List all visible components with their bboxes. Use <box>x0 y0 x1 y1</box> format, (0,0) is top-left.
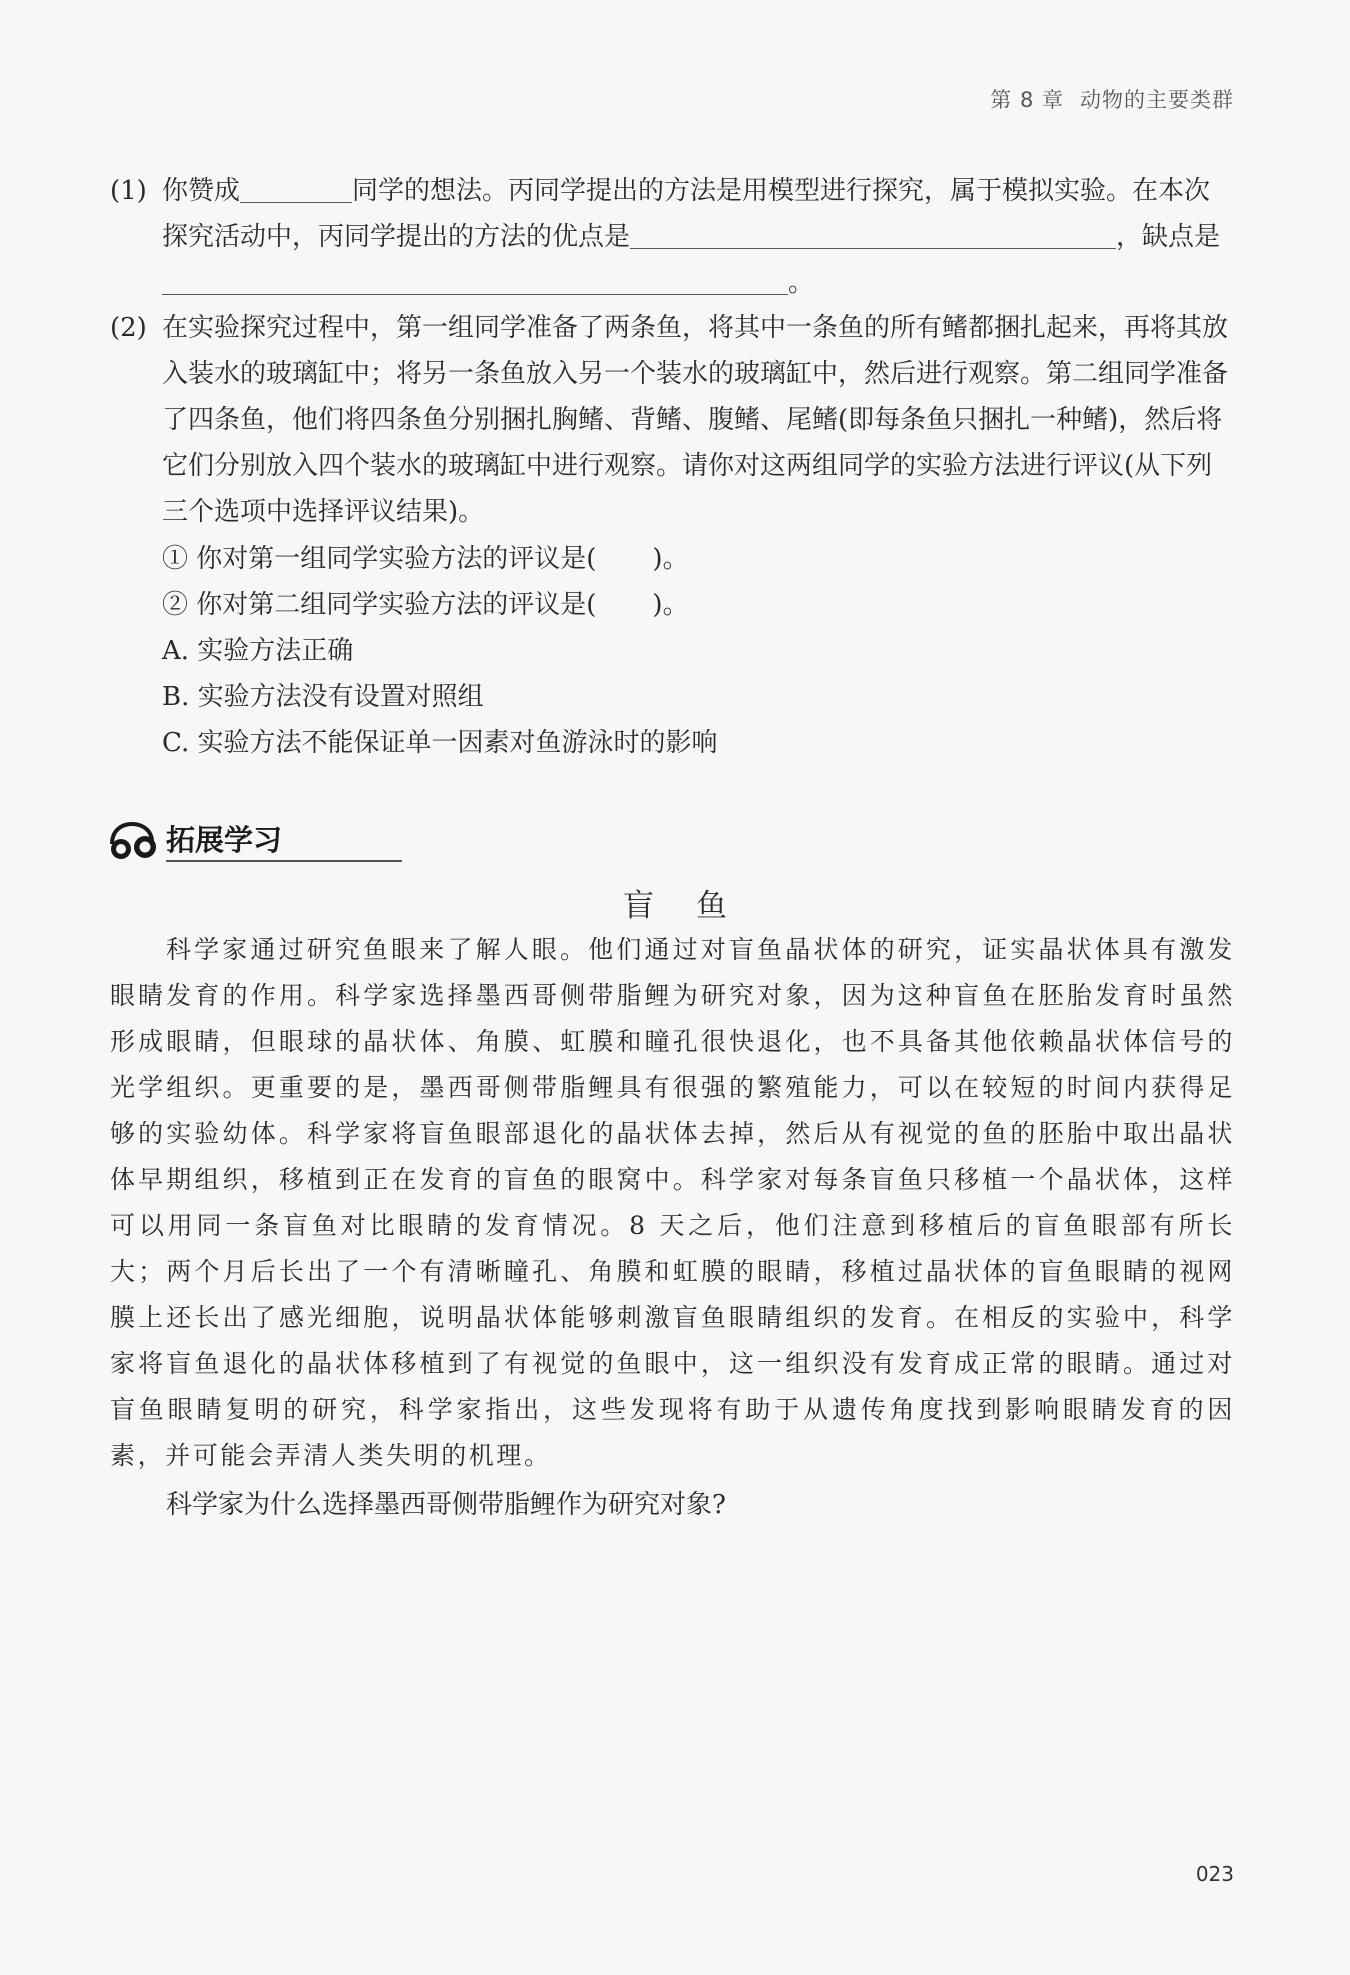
sub-question-1-close: )。 <box>652 544 689 574</box>
answer-blank-disadvantage[interactable] <box>162 268 788 295</box>
chapter-number: 第 8 章 <box>990 88 1064 112</box>
answer-blank-classmate[interactable] <box>240 176 352 203</box>
question-1-number: (1) <box>110 176 147 206</box>
question-2-text: 在实验探究过程中，第一组同学准备了两条鱼，将其中一条鱼的所有鳍都捆扎起来，再将其放入装水的玻璃缸中；将另一条鱼放入另一个装水的玻璃缸中，然后进行观察。第二组同学准备了四条鱼，他们将四条鱼分别捆扎胸鳍、背鳍、腹鳍、尾鳍(即每条鱼只捆扎一种鳍)，然后将它们分别放入四个装水的玻璃缸中进行观察。请你对这两组同学的实验方法进行评议(从下列三个选项中选择评议结果)。 <box>162 313 1229 527</box>
article-title: 盲鱼 <box>623 888 769 924</box>
option-c: C. 实验方法不能保证单一因素对鱼游泳时的影响 <box>162 728 718 758</box>
question-1-text-b: 同学的想法。丙同学提出的方法是用模型进行探究，属于模拟实验。在本次探究活动中，丙同学提出的方法的优点是 <box>162 176 1211 252</box>
section-title: 拓展学习 <box>166 823 283 857</box>
running-header <box>990 84 1234 114</box>
question-1-text-c: ，缺点是 <box>1116 222 1221 252</box>
article-body: 科学家通过研究鱼眼来了解人眼。他们通过对盲鱼晶状体的研究，证实晶状体具有激发眼睛发育的作用。科学家选择墨西哥侧带脂鲤为研究对象，因为这种盲鱼在胚胎发育时虽然形成眼睛，但眼球的晶状体、角膜、虹膜和瞳孔很快退化，也不具备其他依赖晶状体信号的光学组织。更重要的是，墨西哥侧带脂鲤具有很强的繁殖能力，可以在较短的时间内获得足够的实验幼体。科学家将盲鱼眼部退化的晶状体去掉，然后从有视觉的鱼的胚胎中取出晶状体早期组织，移植到正在发育的盲鱼的眼窝中。科学家对每条盲鱼只移植一个晶状体，这样可以用同一条盲鱼对比眼睛的发育情况。8 天之后，他们注意到移植后的盲鱼眼部有所长大；两个月后长出了一个有清晰瞳孔、角膜和虹膜的眼睛，移植过晶状体的盲鱼眼睛的视网膜上还长出了感光细胞，说明晶状体能够刺激盲鱼眼睛组织的发育。在相反的实验中，科学家将盲鱼退化的晶状体移植到了有视觉的鱼眼中，这一组织没有发育成正常的眼睛。通过对盲鱼眼睛复明的研究，科学家指出，这些发现将有助于从遗传角度找到影响眼睛发育的因素，并可能会弄清人类失明的机理。 <box>110 935 1235 1470</box>
sub-question-1-text: ① 你对第一组同学实验方法的评议是( <box>162 544 597 574</box>
question-2 <box>110 305 1235 535</box>
question-1-text-a: 你赞成 <box>162 176 241 206</box>
sub-question-1 <box>162 536 689 582</box>
article-question: 科学家为什么选择墨西哥侧带脂鲤作为研究对象? <box>166 1490 726 1520</box>
chapter-title: 动物的主要类群 <box>1080 88 1234 112</box>
option-a: A. 实验方法正确 <box>162 636 354 666</box>
page-number: 023 <box>1195 1862 1234 1886</box>
section-underline <box>166 860 402 862</box>
sub-question-2 <box>162 582 689 628</box>
answer-blank-advantage[interactable] <box>630 222 1116 249</box>
question-2-number: (2) <box>110 313 147 343</box>
question-1 <box>110 168 1235 306</box>
sub-question-2-text: ② 你对第二组同学实验方法的评议是( <box>162 590 597 620</box>
reading-glasses-icon <box>108 822 160 862</box>
sub-question-2-close: )。 <box>652 590 689 620</box>
question-1-text-d: 。 <box>788 268 815 298</box>
option-b: B. 实验方法没有设置对照组 <box>162 682 484 712</box>
